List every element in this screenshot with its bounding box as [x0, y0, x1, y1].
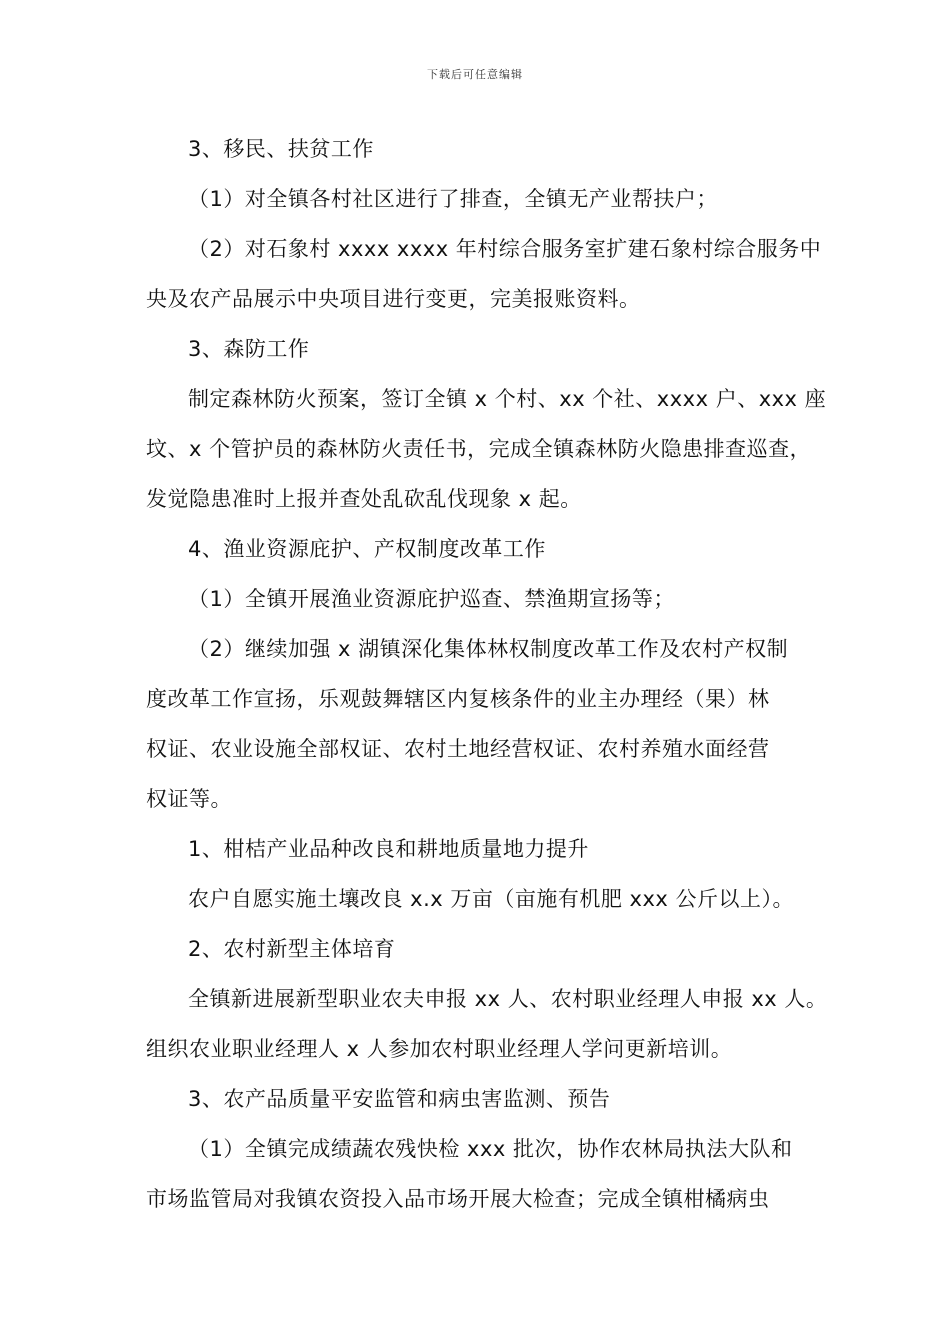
section-heading: 1、柑桔产业品种改良和耕地质量地力提升	[188, 837, 589, 861]
paragraph-line: 制定森林防火预案，签订全镇 x 个村、xx 个社、xxxx 户、xxx 座	[188, 387, 827, 411]
paragraph-line: 权证等。	[146, 787, 232, 811]
paragraph-line: （1）全镇完成绩蔬农残快检 xxx 批次，协作农林局执法大队和	[188, 1137, 793, 1161]
page-header: 下载后可任意编辑	[427, 68, 523, 81]
section-heading: 4、渔业资源庇护、产权制度改革工作	[188, 537, 546, 561]
paragraph-line: 农户自愿实施土壤改良 x.x 万亩（亩施有机肥 xxx 公斤以上）。	[188, 887, 795, 911]
document-body	[146, 128, 826, 1228]
section-heading: 3、移民、扶贫工作	[188, 137, 374, 161]
paragraph-line: （1）对全镇各村社区进行了排查，全镇无产业帮扶户；	[188, 187, 718, 211]
paragraph-line: 坟、x 个管护员的森林防火责任书，完成全镇森林防火隐患排查巡查，	[146, 437, 812, 461]
paragraph-line: 市场监管局对我镇农资投入品市场开展大检查；完成全镇柑橘病虫	[146, 1187, 770, 1211]
paragraph-line: （2）对石象村 xxxx xxxx 年村综合服务室扩建石象村综合服务中	[188, 237, 822, 261]
paragraph-line: 度改革工作宣扬，乐观鼓舞辖区内复核条件的业主办理经（果）林	[146, 687, 770, 711]
section-heading: 3、森防工作	[188, 337, 310, 361]
paragraph-line: 全镇新进展新型职业农夫申报 xx 人、农村职业经理人申报 xx 人。	[188, 987, 828, 1011]
paragraph-line: （2）继续加强 x 湖镇深化集体林权制度改革工作及农村产权制	[188, 637, 789, 661]
paragraph-line: 发觉隐患准时上报并查处乱砍乱伐现象 x 起。	[146, 487, 582, 511]
section-heading: 3、农产品质量平安监管和病虫害监测、预告	[188, 1087, 611, 1111]
paragraph-line: 权证、农业设施全部权证、农村土地经营权证、农村养殖水面经营	[146, 737, 770, 761]
paragraph-line: 组织农业职业经理人 x 人参加农村职业经理人学问更新培训。	[146, 1037, 733, 1061]
paragraph-line: 央及农产品展示中央项目进行变更，完美报账资料。	[146, 287, 641, 311]
paragraph-line: （1）全镇开展渔业资源庇护巡查、禁渔期宣扬等；	[188, 587, 675, 611]
section-heading: 2、农村新型主体培育	[188, 937, 396, 961]
